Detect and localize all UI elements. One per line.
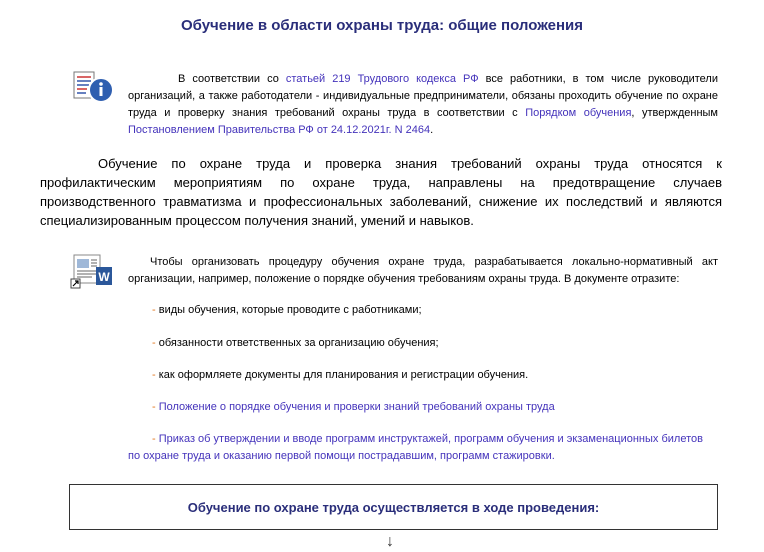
list-item [152,302,422,319]
list-dash: - [152,337,159,349]
document-instruction-paragraph: Чтобы организовать процедуру обучения охране труда, разрабатывается локально-нормативный акт организации, например, положение о порядке обучения требованиям охраны труда. В документе отразите: [128,256,718,285]
list-item-text: виды обучения, которые проводите с работниками; [158,304,422,316]
list-dash: - [152,369,159,381]
list-item [152,399,555,416]
regulation-document-link[interactable]: Положение о порядке обучения и проверки знаний требований охраны труда [158,401,555,413]
intro-paragraph [128,71,718,139]
list-dash: - [152,401,159,413]
list-item [152,367,528,384]
down-arrow-icon: ↓ [386,533,394,550]
box-heading: Обучение по охране труда осуществляется в ходе проведения: [187,499,600,515]
training-procedure-link[interactable]: Порядком обучения [525,107,632,119]
word-document-icon [70,253,118,289]
government-decree-link[interactable]: Постановлением Правительства РФ от 24.12.2021г. N 2464 [128,124,431,136]
list-item-text: обязанности ответственных за организацию обучения; [158,337,439,349]
intro-text-2: все работники, в том числе руководители организаций, а также работодатели - индивидуальные предприниматели, обязаны проходить обучение по охране труда и проверку знания требований охраны труда в соответствии с [128,73,718,119]
intro-text-1: В соответствии со [178,73,286,85]
intro-text-4: . [430,124,434,136]
list-item [152,335,439,352]
info-document-icon [72,70,116,106]
list-dash: - [152,304,159,316]
training-forms-box [69,484,718,530]
main-paragraph: Обучение по охране труда и проверка знания требований охраны труда относятся к профилактическим мероприятиям по охране труда, направлены на предотвращение случаев производственного травматизма и профессиональных заболеваний, снижение их последствий и являются специализированным процессом получения знаний, умений и навыков. [40,156,722,228]
page-title: Обучение в области охраны труда: общие положения [180,17,584,34]
intro-text-3: , утвержденным [631,107,718,119]
order-programs-link[interactable]: Приказ об утверждении и вводе программ инструктажей, программ обучения и экзаменационных билетов по охране труда и оказанию первой помощи пострадавшим, программ стажировки. [128,433,703,462]
svg-text:W: W [98,270,110,284]
list-item-text: как оформляете документы для планирования и регистрации обучения. [158,369,529,381]
article-219-link[interactable]: статьей 219 Трудового кодекса РФ [285,73,479,85]
list-dash: - [152,433,159,445]
list-item [128,431,718,465]
